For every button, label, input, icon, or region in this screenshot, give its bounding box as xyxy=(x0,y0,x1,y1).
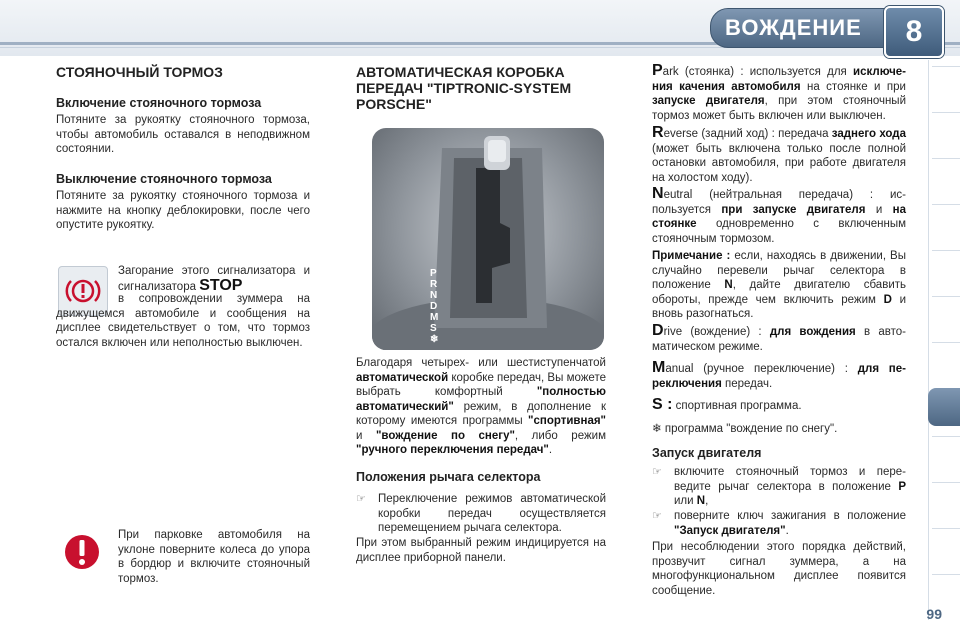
chapter-tab[interactable] xyxy=(932,250,960,291)
chapter-tab-active[interactable] xyxy=(928,388,960,426)
arrow-bullet-icon: ☞ xyxy=(652,510,662,522)
drive-description: Drive (вождение) : для вождения в автоматическом режиме. xyxy=(652,322,906,353)
chapter-tab[interactable] xyxy=(932,436,960,477)
snowflake-icon: ❄ xyxy=(652,423,662,435)
stop-label: STOP xyxy=(199,276,243,294)
page-number: 99 xyxy=(926,606,942,622)
engine-start-heading: Запуск двигателя xyxy=(652,446,762,460)
chapter-number-badge: 8 xyxy=(884,6,944,58)
park-description: Park (стоянка) : используется для исключения качения автомобиля на стоянке и при запуске двигателя, при этом стояночный тормоз может быть включен или выключен. xyxy=(652,62,906,122)
chapter-tab[interactable] xyxy=(932,66,960,107)
gearbox-title: АВТОМАТИЧЕСКАЯ КОРОБКА ПЕРЕДАЧ "TIPTRONIC-SYSTEM PORSCHE" xyxy=(356,64,572,112)
positions-note: При этом выбранный режим индицируется на дисплее приборной панели. xyxy=(356,537,606,564)
caution-marker xyxy=(58,528,106,576)
positions-bullet: ☞ Переключение режимов автоматической коробки передач осуществляется перемещением рычага селектора. xyxy=(356,493,606,534)
chapter-tab[interactable] xyxy=(932,342,960,383)
gear-label-d: D xyxy=(430,301,438,312)
chapter-tab[interactable] xyxy=(932,528,960,569)
neutral-description: Neutral (нейтральная передача) : используется при запуске двигателя и на стоянке одновременно с включенным стояночным тормозом. xyxy=(652,185,906,245)
engage-heading: Включение стояночного тормоза xyxy=(56,96,262,110)
release-text: Потяните за рукоятку стояночного тормоза и нажмите на кнопку деблокировки, после чего опустите рукоятку. xyxy=(56,190,310,231)
engine-start-note: При несоблюдении этого порядка действий, прозвучит сигнал зуммера, а на многофункциональном дисплее появится сообщение. xyxy=(652,541,906,597)
chapter-tab[interactable] xyxy=(932,112,960,153)
gear-selector-photo xyxy=(372,128,604,350)
parking-slope-text: При парковке автомобиля на уклоне поверните колеса до упора в бордюр и включите стояночный тормоз. xyxy=(118,529,310,585)
release-heading: Выключение стояночного тормоза xyxy=(56,172,272,186)
arrow-bullet-icon: ☞ xyxy=(652,466,662,478)
engine-start-step-1: ☞ включите стояночный тормоз и переведите рычаг селектора в положение P или N, xyxy=(652,466,906,507)
gear-label-m: M xyxy=(430,312,439,323)
engage-text: Потяните за рукоятку стояночного тормоза, чтобы автомобиль оставался в неподвижном состоянии. xyxy=(56,114,310,155)
warning-text: в сопровождении зуммера на движущемся автомобиле и сообщения на дисплее свидетельствует о том, что тормоз остался включен или неполностью выключен. xyxy=(56,293,310,349)
chapter-tab[interactable] xyxy=(932,296,960,337)
warning-text-top: Загорание этого сигнализатора и сигнализатора STOP xyxy=(118,265,310,294)
snow-description: ❄ программа "вождение по снегу". xyxy=(652,423,838,435)
gear-label-n: N xyxy=(430,290,438,301)
parking-brake-title: СТОЯНОЧНЫЙ ТОРМОЗ xyxy=(56,64,223,80)
gear-label-snow: ❄ xyxy=(430,334,439,345)
gear-label-s: S xyxy=(430,323,437,334)
gearbox-intro: Благодаря четырех- или шестиступенчатой автоматической коробке передач, Вы можете выбрать комфортный "полностью автоматический" режим, в дополнение к которому имеются программы "спортивная" и "вождение по снегу", либо режим "ручного переключения передач". xyxy=(356,357,606,456)
neutral-note: Примечание : если, находясь в движении, Вы случайно перевели рычаг селектора в положение N, дайте двигателю сбавить обороты, прежде чем включить режим D и вновь разогнаться. xyxy=(652,250,906,320)
arrow-bullet-icon: ☞ xyxy=(356,493,366,505)
gear-label-p: P xyxy=(430,268,437,279)
gear-label-r: R xyxy=(430,279,438,290)
positions-heading: Положения рычага селектора xyxy=(356,470,541,484)
reverse-description: Reverse (задний ход) : передача заднего хода (может быть включена только после полной остановки автомобиля, при работе двигателя на холостом ходу). xyxy=(652,124,906,184)
exclamation-icon xyxy=(62,532,102,572)
chapter-tab[interactable] xyxy=(932,158,960,199)
chapter-tab[interactable] xyxy=(932,204,960,245)
manual-description: Manual (ручное переключение) : для переключения передач. xyxy=(652,359,906,390)
section-title: ВОЖДЕНИЕ xyxy=(725,15,862,40)
engine-start-step-2: ☞ поверните ключ зажигания в положение "Запуск двигателя". xyxy=(652,510,906,537)
sport-description: S : спортивная программа. xyxy=(652,396,802,413)
chapter-tab[interactable] xyxy=(932,482,960,523)
